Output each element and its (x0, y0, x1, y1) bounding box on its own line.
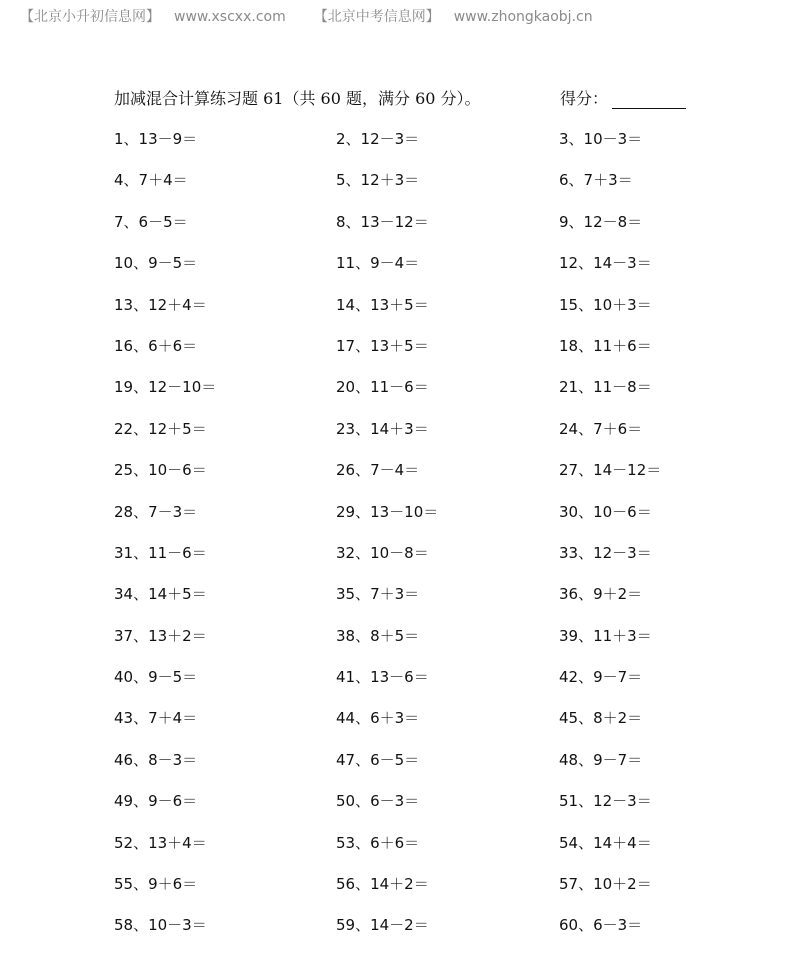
site-link-xscxx[interactable]: www.xscxx.com (174, 9, 286, 25)
problem-item: 49、9－6＝ (114, 792, 198, 811)
problem-item: 36、9＋2＝ (559, 585, 643, 604)
problem-row (114, 666, 734, 707)
problem-row (114, 501, 734, 542)
problem-item: 50、6－3＝ (336, 792, 420, 811)
problem-item: 16、6＋6＝ (114, 336, 198, 355)
problem-row (114, 459, 734, 500)
problem-item: 26、7－4＝ (336, 461, 420, 480)
problem-item: 11、9－4＝ (336, 254, 420, 273)
problem-row (114, 749, 734, 790)
problem-row (114, 376, 734, 417)
problem-item: 55、9＋6＝ (114, 875, 198, 894)
problem-item: 33、12－3＝ (559, 543, 652, 562)
problem-item: 37、13＋2＝ (114, 626, 207, 645)
problem-row (114, 418, 734, 459)
problem-item: 27、14－12＝ (559, 461, 662, 480)
problem-row (114, 169, 734, 210)
problem-row (114, 873, 734, 914)
problem-row (114, 252, 734, 293)
problem-row (114, 625, 734, 666)
site-link-zhongkaobj[interactable]: www.zhongkaobj.cn (453, 9, 593, 25)
problem-row (114, 583, 734, 624)
problem-item: 46、8－3＝ (114, 750, 198, 769)
problem-item: 29、13－10＝ (336, 502, 439, 521)
problem-row (114, 211, 734, 252)
problem-item: 18、11＋6＝ (559, 336, 652, 355)
problem-item: 47、6－5＝ (336, 750, 420, 769)
problem-item: 23、14＋3＝ (336, 419, 429, 438)
problem-row (114, 707, 734, 748)
problem-row (114, 128, 734, 169)
problem-grid (114, 128, 734, 956)
header-banner (20, 6, 593, 26)
problem-item: 60、6－3＝ (559, 916, 643, 935)
problem-row (114, 335, 734, 376)
problem-item: 19、12－10＝ (114, 378, 217, 397)
problem-item: 14、13＋5＝ (336, 295, 429, 314)
worksheet-header (114, 86, 714, 110)
problem-row (114, 294, 734, 335)
problem-row (114, 832, 734, 873)
problem-item: 28、7－3＝ (114, 502, 198, 521)
problem-item: 8、13－12＝ (336, 212, 429, 231)
problem-item: 13、12＋4＝ (114, 295, 207, 314)
problem-item: 22、12＋5＝ (114, 419, 207, 438)
problem-item: 35、7＋3＝ (336, 585, 420, 604)
problem-item: 42、9－7＝ (559, 668, 643, 687)
problem-item: 39、11＋3＝ (559, 626, 652, 645)
problem-item: 32、10－8＝ (336, 543, 429, 562)
problem-item: 54、14＋4＝ (559, 833, 652, 852)
problem-item: 5、12＋3＝ (336, 171, 420, 190)
problem-row (114, 542, 734, 583)
problem-item: 52、13＋4＝ (114, 833, 207, 852)
problem-item: 20、11－6＝ (336, 378, 429, 397)
problem-item: 53、6＋6＝ (336, 833, 420, 852)
problem-item: 7、6－5＝ (114, 212, 188, 231)
problem-item: 24、7＋6＝ (559, 419, 643, 438)
problem-item: 1、13－9＝ (114, 130, 198, 148)
problem-item: 51、12－3＝ (559, 792, 652, 811)
problem-item: 43、7＋4＝ (114, 709, 198, 728)
problem-row (114, 914, 734, 955)
problem-item: 30、10－6＝ (559, 502, 652, 521)
problem-item: 38、8＋5＝ (336, 626, 420, 645)
problem-item: 40、9－5＝ (114, 668, 198, 687)
problem-item: 44、6＋3＝ (336, 709, 420, 728)
problem-item: 59、14－2＝ (336, 916, 429, 935)
problem-item: 45、8＋2＝ (559, 709, 643, 728)
problem-item: 34、14＋5＝ (114, 585, 207, 604)
score-blank-line (612, 92, 686, 109)
site-label-zhongkaobj: 【北京中考信息网】 (313, 9, 440, 25)
problem-item: 6、7＋3＝ (559, 171, 633, 190)
score-label: 得分： (560, 89, 609, 108)
problem-item: 9、12－8＝ (559, 212, 643, 231)
problem-item: 3、10－3＝ (559, 130, 643, 148)
problem-item: 15、10＋3＝ (559, 295, 652, 314)
problem-item: 10、9－5＝ (114, 254, 198, 273)
problem-item: 31、11－6＝ (114, 543, 207, 562)
problem-item: 57、10＋2＝ (559, 875, 652, 894)
problem-item: 56、14＋2＝ (336, 875, 429, 894)
worksheet-title: 加减混合计算练习题 61（共 60 题，满分 60 分）。 (114, 89, 481, 108)
problem-item: 17、13＋5＝ (336, 336, 429, 355)
problem-item: 2、12－3＝ (336, 130, 420, 148)
problem-item: 4、7＋4＝ (114, 171, 188, 190)
score-field (560, 86, 686, 109)
problem-item: 41、13－6＝ (336, 668, 429, 687)
problem-row (114, 790, 734, 831)
problem-item: 25、10－6＝ (114, 461, 207, 480)
problem-item: 58、10－3＝ (114, 916, 207, 935)
site-label-xscxx: 【北京小升初信息网】 (20, 9, 160, 25)
problem-item: 48、9－7＝ (559, 750, 643, 769)
problem-item: 12、14－3＝ (559, 254, 652, 273)
problem-item: 21、11－8＝ (559, 378, 652, 397)
